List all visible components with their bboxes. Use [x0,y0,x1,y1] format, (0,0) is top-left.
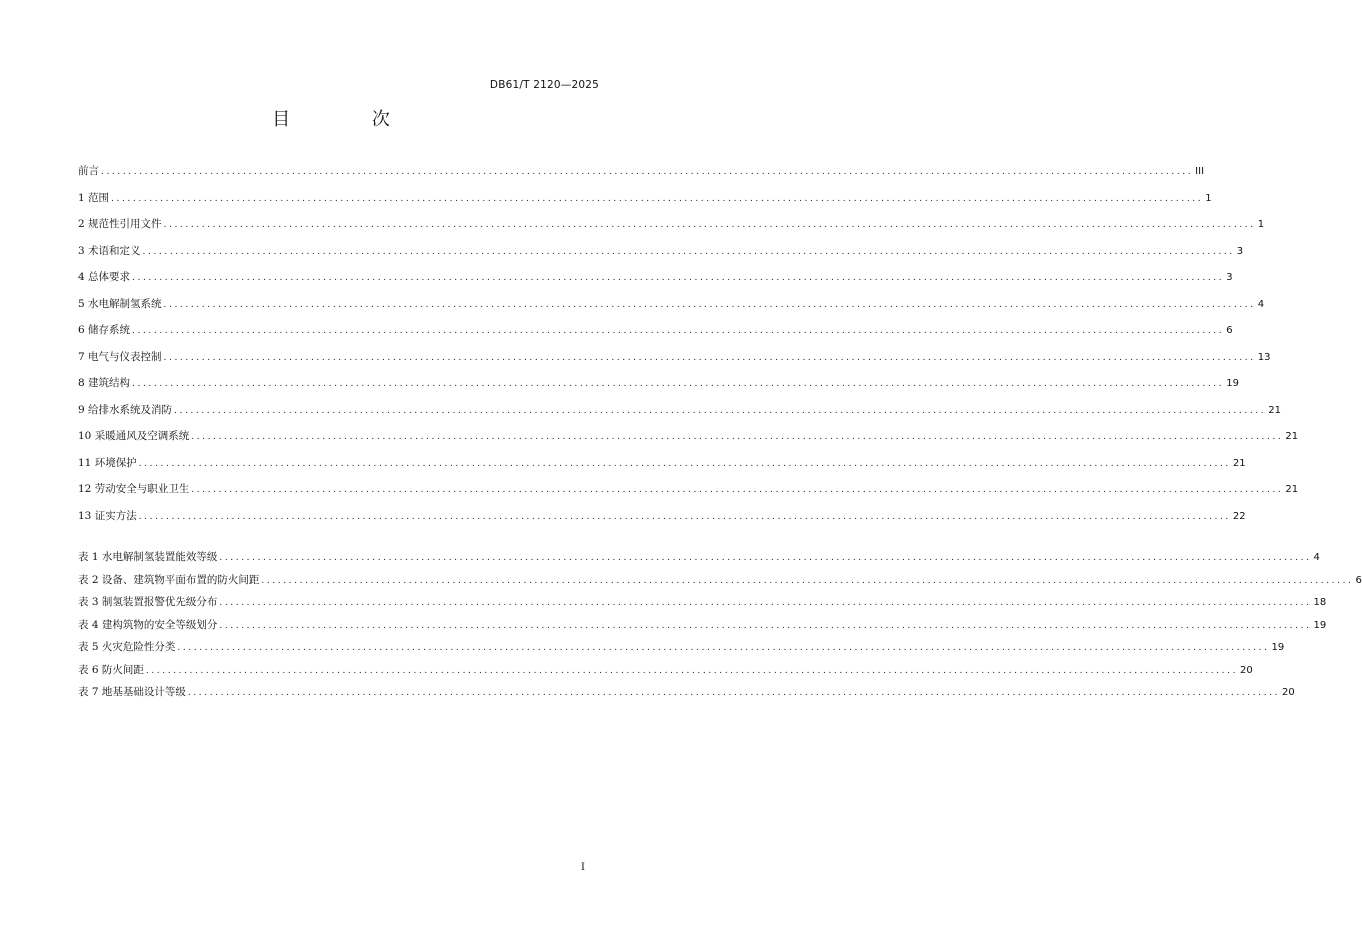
dot-leader: ........................................................................................................................................................................................................ [219,620,1312,631]
toc-entry-page: 20 [1282,687,1295,698]
toc-entry-label: 9 给排水系统及消防 [78,403,173,416]
dot-leader: ........................................................................................................................................................................................................ [191,432,1284,442]
toc-entry-label: 12 劳动安全与职业卫生 [78,483,190,495]
toc-entry-page: 3 [1236,245,1244,257]
toc-entry-page: 3 [1226,272,1233,283]
toc-entry-label: 3 术语和定义 [78,244,141,257]
toc-entry-page: III [1195,166,1205,177]
dot-leader: ........................................................................................................................................................................................................ [111,193,1204,204]
toc-entry-page: 6 [1355,574,1362,586]
page-number: I [581,862,585,873]
toc-entry[interactable] [78,428,1299,455]
toc-entry-label: 表 4 建构筑物的安全等级划分 [78,618,218,631]
toc-entry-page: 21 [1285,484,1299,495]
toc-entry[interactable] [78,243,1244,270]
toc-entry[interactable] [78,402,1281,429]
toc-entry-label: 6 储存系统 [78,324,131,336]
toc-entry-page: 18 [1313,597,1327,608]
toc-entry[interactable] [78,455,1246,482]
toc-entry[interactable] [78,508,1246,535]
toc-entry[interactable] [78,375,1239,402]
toc-entry-label: 表 5 火灾危险性分类 [78,641,176,653]
dot-leader: ........................................................................................................................................................................................................ [132,273,1225,283]
toc-entry-label: 8 建筑结构 [78,377,131,389]
toc-entry-label: 表 7 地基基础设计等级 [78,686,186,698]
table-list-entry[interactable] [78,594,1327,617]
toc-entry-label: 4 总体要求 [78,271,131,283]
toc-entry-page: 19 [1313,619,1327,631]
toc-entry-label: 表 2 设备、建筑物平面布置的防火间距 [78,573,260,586]
dot-leader: ........................................................................................................................................................................................................ [174,405,1267,416]
toc-entry-label: 1 范围 [78,191,110,204]
list-of-tables [78,549,1362,707]
dot-leader: ........................................................................................................................................................................................................ [219,553,1312,563]
table-list-entry[interactable] [78,572,1362,595]
page-title: 目 次 [272,109,428,130]
dot-leader: ........................................................................................................................................................................................................ [138,458,1231,469]
dot-leader: ........................................................................................................................................................................................................ [261,575,1354,586]
toc-entry-label: 10 采暖通风及空调系统 [78,430,190,442]
toc-entry[interactable] [78,349,1271,376]
table-list-entry[interactable] [78,684,1295,707]
toc-entry-page: 1 [1205,192,1212,204]
document-code: DB61/T 2120—2025 [489,79,599,91]
toc-entry[interactable] [78,322,1233,349]
dot-leader: ........................................................................................................................................................................................................ [132,379,1225,389]
toc-entry-label: 前言 [78,165,99,177]
toc-entry[interactable] [78,296,1265,323]
toc-entry-page: 22 [1232,510,1246,522]
dot-leader: ........................................................................................................................................................................................................ [163,220,1256,230]
dot-leader: ........................................................................................................................................................................................................ [187,688,1281,698]
dot-leader: ........................................................................................................................................................................................................ [163,352,1256,363]
toc-entry-page: 13 [1257,351,1271,363]
dot-leader: ........................................................................................................................................................................................................ [191,485,1284,495]
toc-entry-page: 19 [1271,642,1285,653]
dot-leader: ........................................................................................................................................................................................................ [145,665,1239,676]
toc-entry-label: 表 6 防火间距 [78,663,144,676]
toc-entry-label: 表 3 制氢装置报警优先级分布 [78,596,218,608]
toc-entry-page: 21 [1285,431,1299,442]
toc-entry-page: 21 [1232,457,1246,469]
toc-entry-page: 6 [1226,325,1233,336]
toc-entry-page: 21 [1268,404,1281,416]
toc-entry[interactable] [78,190,1212,217]
table-list-entry[interactable] [78,617,1327,640]
toc-entry-label: 2 规范性引用文件 [78,218,162,230]
dot-leader: ........................................................................................................................................................................................................ [163,299,1256,310]
toc-entry-label: 13 证实方法 [78,509,137,522]
dot-leader: ........................................................................................................................................................................................................ [177,643,1270,653]
toc-entry[interactable] [78,216,1265,243]
toc-entry-label: 11 环境保护 [78,456,137,469]
table-list-entry[interactable] [78,639,1285,662]
toc-entry-page: 4 [1257,298,1265,310]
toc-entry-page: 4 [1313,552,1320,563]
table-list-entry[interactable] [78,549,1320,572]
table-of-contents [78,163,1299,534]
toc-entry-label: 5 水电解制氢系统 [78,297,162,310]
toc-entry-page: 1 [1257,219,1265,230]
toc-entry[interactable] [78,163,1205,190]
toc-entry-page: 19 [1226,378,1239,389]
toc-entry[interactable] [78,481,1299,508]
dot-leader: ........................................................................................................................................................................................................ [132,326,1225,336]
toc-entry-label: 表 1 水电解制氢装置能效等级 [78,551,218,563]
table-list-entry[interactable] [78,662,1253,685]
dot-leader: ........................................................................................................................................................................................................ [101,167,1194,177]
toc-entry[interactable] [78,269,1233,296]
dot-leader: ........................................................................................................................................................................................................ [219,598,1312,608]
dot-leader: ........................................................................................................................................................................................................ [138,511,1231,522]
dot-leader: ........................................................................................................................................................................................................ [142,246,1235,257]
toc-entry-page: 20 [1240,664,1253,676]
toc-entry-label: 7 电气与仪表控制 [78,350,162,363]
